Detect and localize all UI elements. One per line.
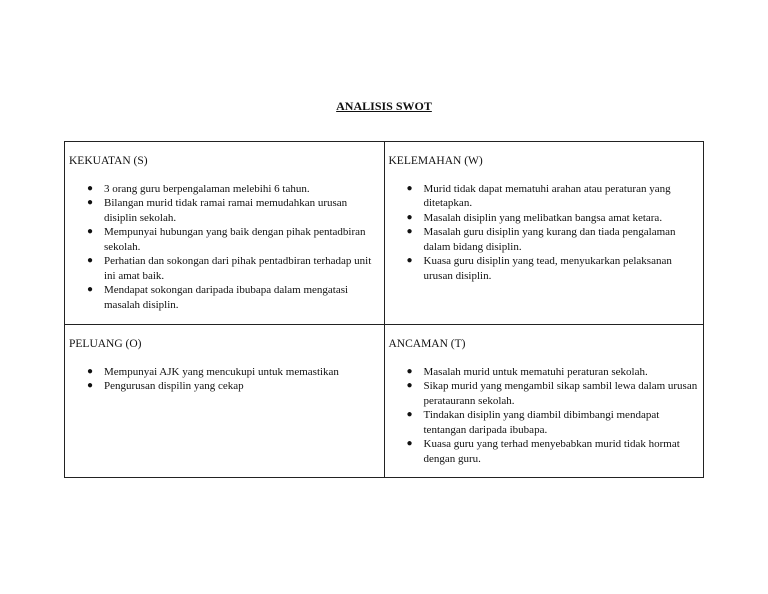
opportunities-list — [69, 365, 380, 394]
bullet-icon: ● — [406, 438, 413, 449]
list-item — [87, 283, 380, 312]
bullet-icon: ● — [87, 226, 94, 237]
list-item-text: Kuasa guru yang terhad menyebabkan murid tidak hormat dengan guru. — [423, 438, 680, 465]
list-item-text: Pengurusan dispilin yang cekap — [104, 380, 244, 392]
opportunities-heading: PELUANG (O) — [69, 338, 142, 350]
list-item — [87, 379, 380, 394]
list-item-text: Mendapat sokongan daripada ibubapa dalam mengatasi masalah disiplin. — [104, 284, 349, 311]
list-item-text: Perhatian dan sokongan dari pihak pentadbiran terhadap unit ini amat baik. — [104, 255, 372, 282]
list-item — [406, 365, 700, 380]
document-title: ANALISIS SWOT — [336, 99, 432, 113]
bullet-icon: ● — [87, 197, 94, 208]
list-item-text: Mempunyai hubungan yang baik dengan pihak pentadbiran sekolah. — [104, 226, 366, 253]
list-item — [406, 211, 700, 226]
quadrant-threats — [384, 325, 704, 478]
quadrant-strengths — [65, 142, 385, 325]
list-item-text: Masalah guru disiplin yang kurang dan tiada pengalaman dalam bidang disiplin. — [423, 226, 676, 253]
list-item-text: 3 orang guru berpengalaman melebihi 6 tahun. — [104, 182, 310, 195]
bullet-icon: ● — [406, 182, 413, 194]
swot-row-bottom — [65, 325, 704, 478]
list-item-text: Tindakan disiplin yang diambil dibimbangi mendapat tentangan daripada ibubapa. — [423, 409, 660, 436]
weaknesses-heading: KELEMAHAN (W) — [388, 155, 483, 167]
list-item — [406, 225, 700, 254]
list-item-text: Murid tidak dapat mematuhi arahan atau peraturan yang ditetapkan. — [423, 182, 671, 209]
list-item — [87, 225, 380, 254]
list-item-text: Sikap murid yang mengambil sikap sambil lewa dalam urusan perataurann sekolah. — [423, 380, 698, 407]
bullet-icon: ● — [406, 226, 413, 237]
quadrant-weaknesses — [384, 142, 704, 325]
threats-heading: ANCAMAN (T) — [388, 338, 466, 350]
bullet-icon: ● — [87, 182, 94, 194]
list-item-text: Bilangan murid tidak ramai ramai memudahkan urusan disiplin sekolah. — [104, 197, 348, 224]
strengths-list — [69, 182, 380, 313]
list-item — [406, 182, 700, 211]
bullet-icon: ● — [87, 255, 94, 266]
list-item — [406, 408, 700, 437]
list-item — [87, 196, 380, 225]
bullet-icon: ● — [406, 211, 413, 223]
swot-table — [64, 141, 704, 478]
list-item — [406, 254, 700, 283]
list-item — [87, 182, 380, 197]
bullet-icon: ● — [406, 409, 413, 420]
list-item-text: Kuasa guru disiplin yang tead, menyukarkan pelaksanan urusan disiplin. — [423, 255, 672, 282]
strengths-heading: KEKUATAN (S) — [69, 155, 148, 167]
list-item-text: Masalah murid untuk mematuhi peraturan sekolah. — [423, 365, 648, 378]
quadrant-opportunities — [65, 325, 385, 478]
threats-list — [389, 365, 700, 467]
list-item — [406, 437, 700, 466]
swot-row-top — [65, 142, 704, 325]
list-item-text: Masalah disiplin yang melibatkan bangsa amat ketara. — [423, 211, 663, 224]
weaknesses-list — [389, 182, 700, 284]
bullet-icon: ● — [406, 255, 413, 266]
bullet-icon: ● — [87, 284, 94, 295]
list-item — [87, 254, 380, 283]
bullet-icon: ● — [87, 365, 94, 377]
bullet-icon: ● — [406, 380, 413, 391]
bullet-icon: ● — [406, 365, 413, 377]
list-item-text: Mempunyai AJK yang mencukupi untuk memastikan — [104, 365, 339, 378]
list-item — [406, 379, 700, 408]
list-item — [87, 365, 380, 380]
bullet-icon: ● — [87, 380, 94, 391]
